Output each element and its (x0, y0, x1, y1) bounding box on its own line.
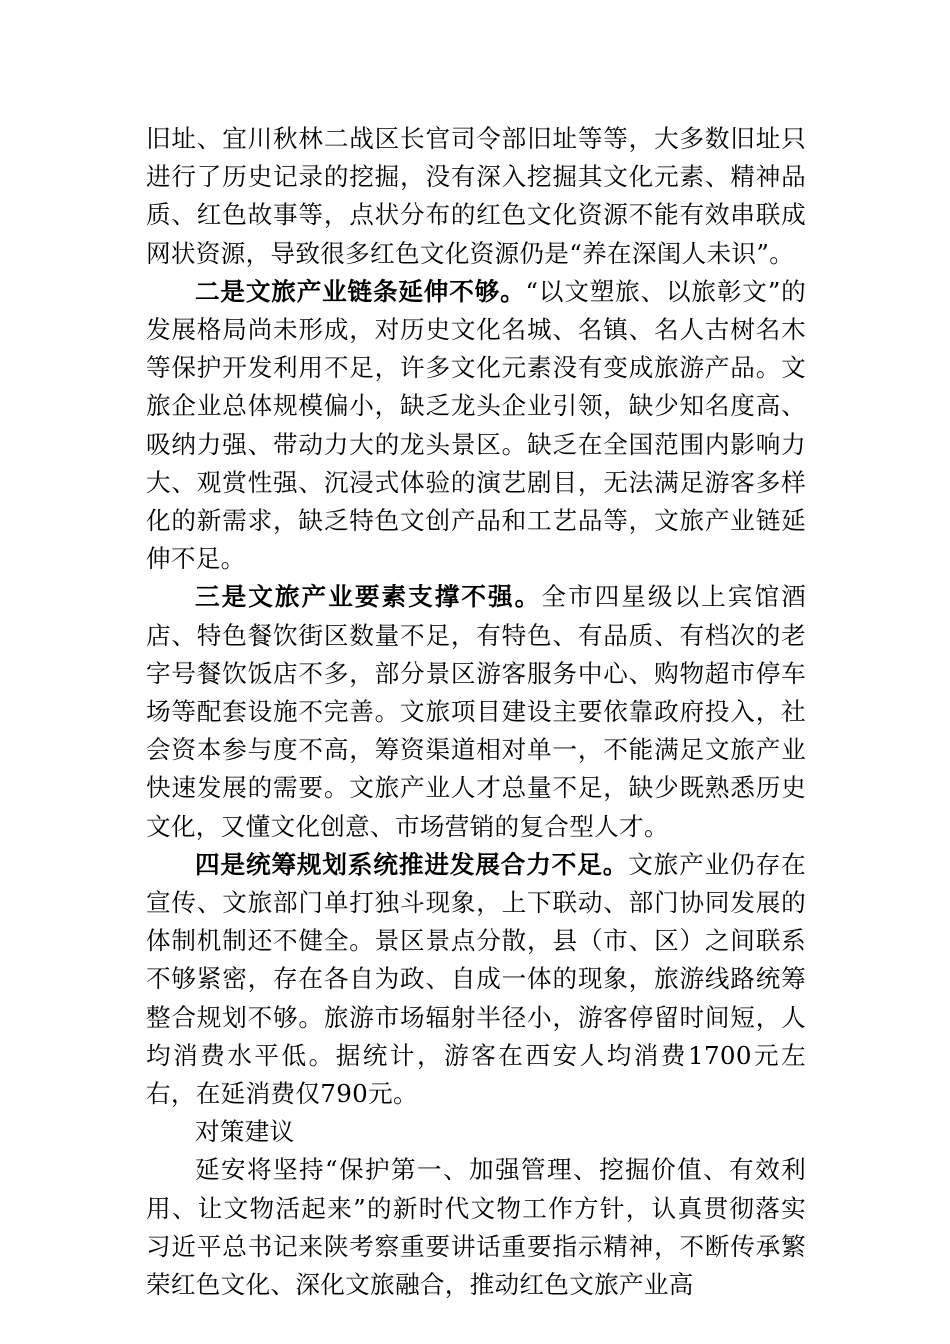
document-page (146, 120, 806, 1304)
paragraph-closing (146, 1151, 806, 1304)
paragraph-text: 文旅产业仍存在宣传、文旅部门单打独斗现象，上下联动、部门协同发展的体制机制还不健全。景区景点分散，县（市、区）之间联系不够紧密，存在各自为政、自成一体的现象，旅游线路统筹整合规划不够。旅游市场辐射半径小，游客停留时间短，人均消费水平低。据统计，游客在西安人均消费1700元左右，在延消费仅790元。 (146, 849, 806, 1109)
paragraph-industry-elements (146, 578, 806, 845)
paragraph-continuation (146, 120, 806, 273)
paragraph-text: 旧址、宜川秋林二战区长官司令部旧址等等，大多数旧址只进行了历史记录的挖掘，没有深入挖掘其文化元素、精神品质、红色故事等，点状分布的红色文化资源不能有效串联成网状资源，导致很多红色文化资源仍是“养在深闺人未识”。 (146, 124, 806, 268)
section-heading: 对策建议 (195, 1117, 295, 1147)
paragraph-text: 全市四星级以上宾馆酒店、特色餐饮街区数量不足，有特色、有品质、有档次的老字号餐饮饭店不多，部分景区游客服务中心、购物超市停车场等配套设施不完善。文旅项目建设主要依靠政府投入，社会资本参与度不高，筹资渠道相对单一，不能满足文旅产业快速发展的需要。文旅产业人才总量不足，缺少既熟悉历史文化，又懂文化创意、市场营销的复合型人才。 (146, 582, 806, 841)
paragraph-industry-chain (146, 273, 806, 579)
paragraph-lead: 二是文旅产业链条延伸不够。 (195, 276, 526, 306)
paragraph-lead: 三是文旅产业要素支撑不强。 (195, 582, 542, 612)
paragraph-text: 延安将坚持“保护第一、加强管理、挖掘价值、有效利用、让文物活起来”的新时代文物工作方针，认真贯彻落实习近平总书记来陕考察重要讲话重要指示精神，不断传承繁荣红色文化、深化文旅融合，推动红色文旅产业高 (146, 1155, 806, 1300)
paragraph-coordination (146, 846, 806, 1113)
paragraph-text: “以文塑旅、以旅彰文”的发展格局尚未形成，对历史文化名城、名镇、名人古树名木等保护开发利用不足，许多文化元素没有变成旅游产品。文旅企业总体规模偏小，缺乏龙头企业引领，缺少知名度高、吸纳力强、带动力大的龙头景区。缺乏在全国范围内影响力大、观赏性强、沉浸式体验的演艺剧目，无法满足游客多样化的新需求，缺乏特色文创产品和工艺品等，文旅产业链延伸不足。 (146, 276, 806, 574)
paragraph-lead: 四是统筹规划系统推进发展合力不足。 (195, 849, 629, 879)
